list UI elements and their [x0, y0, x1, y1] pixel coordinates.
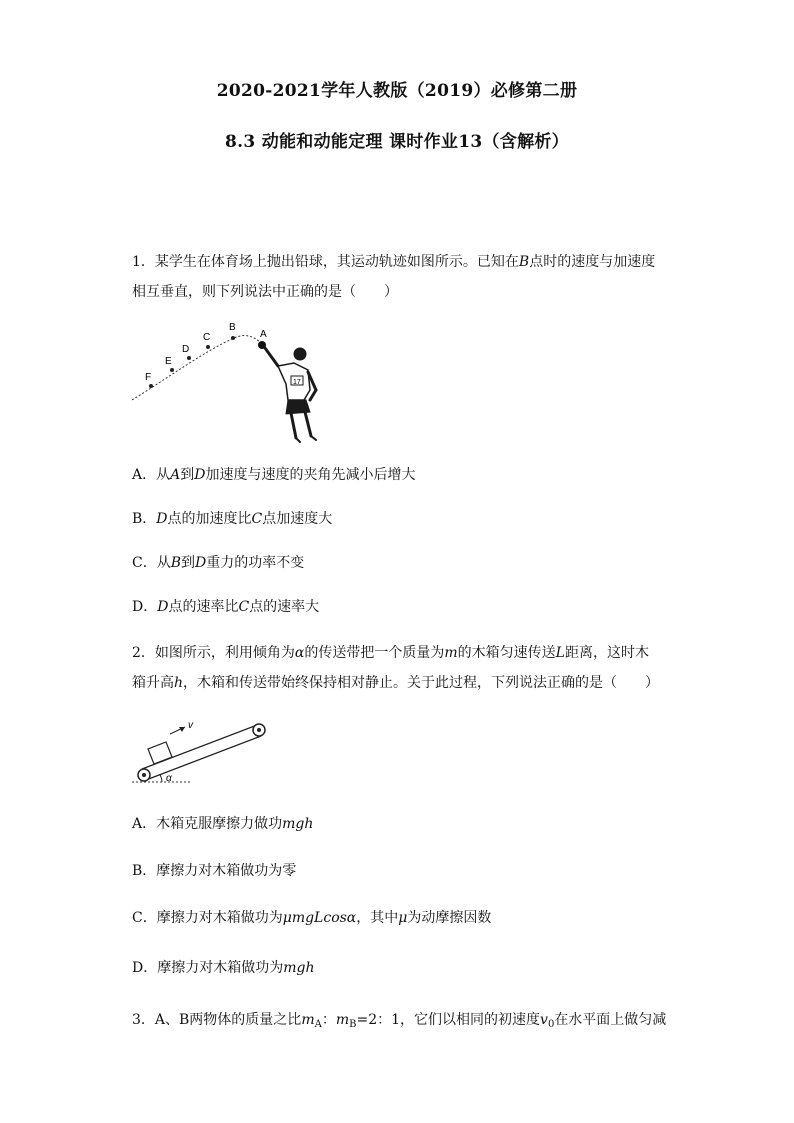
q1-stem-line1: 1．某学生在体育场上抛出铅球，其运动轨迹如图所示。已知在B点时的速度与加速度 — [132, 254, 656, 270]
label-d: D — [182, 344, 190, 355]
trajectory-point-d — [187, 356, 191, 360]
q1-option-a[interactable]: A．从A到D加速度与速度的夹角先减小后增大 — [132, 467, 416, 483]
angle-label: α — [166, 773, 172, 784]
document-title-line1: 2020-2021学年人教版（2019）必修第二册 — [216, 81, 578, 101]
q2-stem-line2: 箱升高h，木箱和传送带始终保持相对静止。关于此过程，下列说法正确的是（ ） — [132, 675, 660, 691]
trajectory-curve — [132, 336, 262, 400]
q2-option-c[interactable]: C．摩擦力对木箱做功为μmgLcosα，其中μ为动摩擦因数 — [132, 910, 492, 926]
q1-option-d[interactable]: D．D点的速率比C点的速率大 — [132, 599, 320, 615]
q1-stem-line2: 相互垂直，则下列说法中正确的是（ ） — [132, 284, 398, 300]
q2-option-b[interactable]: B．摩擦力对木箱做功为零 — [132, 863, 297, 879]
wooden-box — [148, 742, 172, 764]
athlete-figure — [265, 348, 316, 442]
label-a: A — [260, 329, 267, 340]
label-b: B — [229, 322, 236, 333]
q3-stem-line1: 3．A、B两物体的质量之比$m_A$：$m_B=2$：1，它们以相同的初速度$v_0$在水平面上做匀减 — [132, 1012, 667, 1030]
q2-option-a[interactable]: A．木箱克服摩擦力做功mgh — [132, 816, 314, 832]
q1-option-b[interactable]: B．D点的加速度比C点加速度大 — [132, 511, 333, 527]
trajectory-point-c — [206, 345, 210, 349]
label-c: C — [203, 332, 211, 343]
velocity-label: v — [188, 720, 193, 731]
trajectory-point-e — [170, 368, 174, 372]
jersey-number: 17 — [293, 379, 301, 386]
q2-stem-line1: 2．如图所示，利用倾角为α的传送带把一个质量为m的木箱匀速传送L距离，这时木 — [132, 645, 649, 661]
q2-conveyor-figure — [130, 712, 270, 788]
document-title-line2: 8.3 动能和动能定理 课时作业13（含解析） — [225, 132, 569, 152]
label-e: E — [165, 356, 172, 367]
trajectory-point-b — [231, 336, 235, 340]
q2-option-d[interactable]: D．摩擦力对木箱做功为mgh — [132, 960, 315, 976]
angle-arc — [160, 775, 162, 782]
q1-option-c[interactable]: C．从B到D重力的功率不变 — [132, 555, 305, 571]
q1-shot-put-figure — [128, 318, 348, 446]
label-f: F — [145, 372, 152, 383]
trajectory-point-f — [149, 384, 153, 388]
